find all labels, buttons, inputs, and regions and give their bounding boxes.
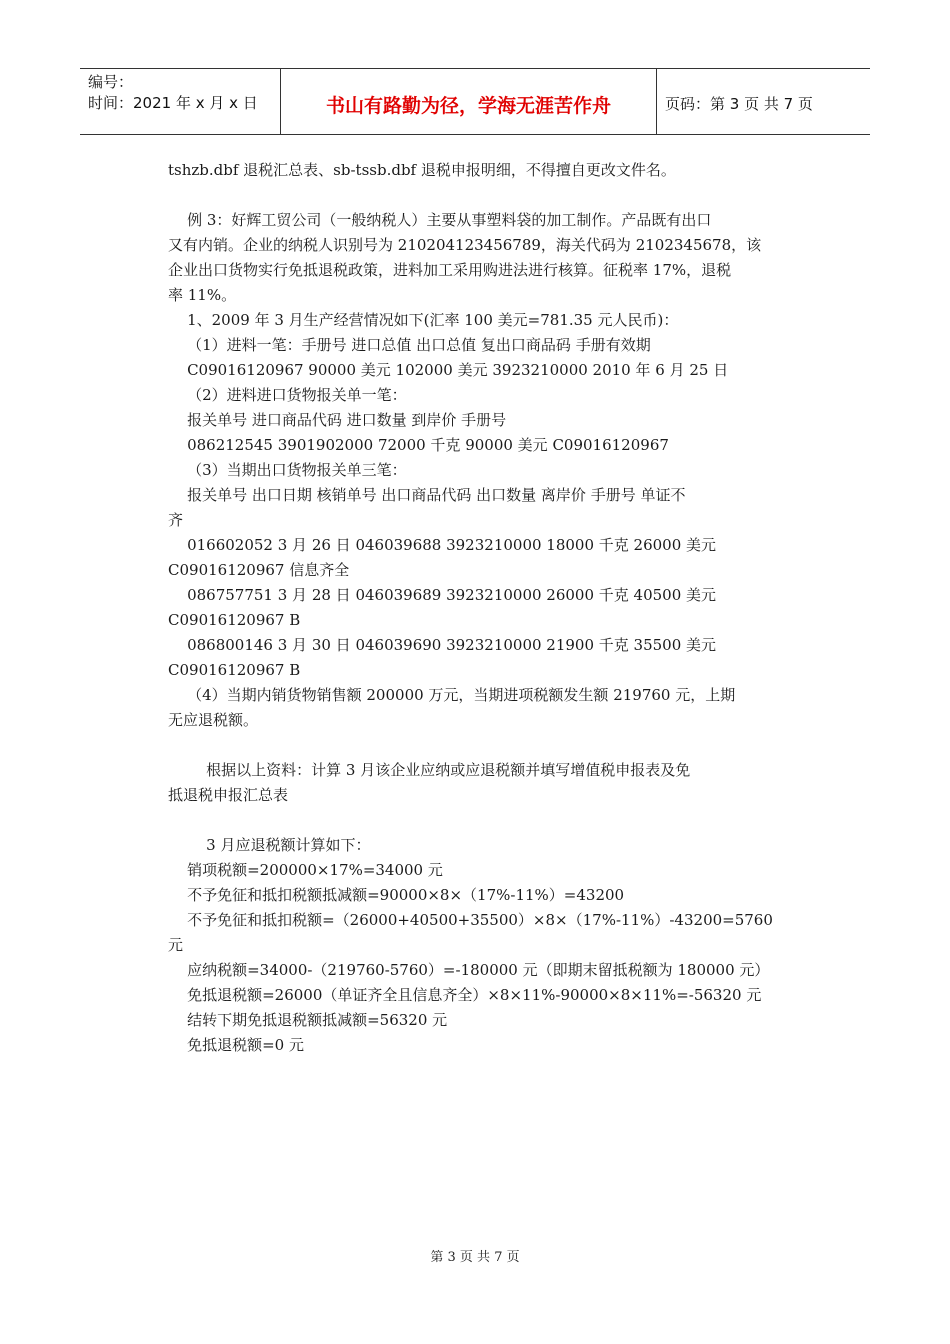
body-line: 3 月应退税额计算如下： <box>168 836 371 854</box>
body-line: 例 3：好辉工贸公司（一般纳税人）主要从事塑料袋的加工制作。产品既有出口 <box>168 211 712 229</box>
body-line: 1、2009 年 3 月生产经营情况如下(汇率 100 美元=781.35 元人民币)： <box>168 311 679 329</box>
body-line: 企业出口货物实行免抵退税政策，进料加工采用购进法进行核算。征税率 17%，退税 <box>168 261 732 279</box>
body-line: 应纳税额=34000-（219760-5760）=-180000 元（即期末留抵税额为 180000 元） <box>168 961 770 979</box>
blank-line <box>168 733 790 758</box>
body-line: 结转下期免抵退税额抵减额=56320 元 <box>168 1011 448 1029</box>
body-line: （1）进料一笔：手册号 进口总值 出口总值 复出口商品码 手册有效期 <box>168 336 651 354</box>
body-line: 免抵退税额=0 元 <box>168 1036 304 1054</box>
body-line: 086212545 3901902000 72000 千克 90000 美元 C09016120967 <box>168 436 669 454</box>
body-line: C09016120967 B <box>168 661 301 679</box>
document-body <box>168 158 790 1058</box>
body-line: 016602052 3 月 26 日 046039688 3923210000 18000 千克 26000 美元 <box>168 536 717 554</box>
page-footer: 第 3 页 共 7 页 <box>430 1250 520 1265</box>
blank-line <box>168 808 790 833</box>
body-line: 无应退税额。 <box>168 711 259 729</box>
body-line: 086800146 3 月 30 日 046039690 3923210000 21900 千克 35500 美元 <box>168 636 717 654</box>
body-line: 免抵退税额=26000（单证齐全且信息齐全）×8×11%-90000×8×11%=-56320 元 <box>168 986 762 1004</box>
body-line: tshzb.dbf 退税汇总表、sb-tssb.dbf 退税申报明细，不得擅自更改文件名。 <box>168 161 676 179</box>
code-label: 编号： <box>88 73 134 91</box>
body-line: 抵退税申报汇总表 <box>168 786 289 804</box>
body-line: 根据以上资料：计算 3 月该企业应纳或应退税额并填写增值税申报表及免 <box>168 761 691 779</box>
body-line: 又有内销。企业的纳税人识别号为 210204123456789，海关代码为 2102345678，该 <box>168 236 762 254</box>
body-line: C09016120967 B <box>168 611 301 629</box>
body-line: 报关单号 出口日期 核销单号 出口商品代码 出口数量 离岸价 手册号 单证不 <box>168 486 686 504</box>
body-line: 齐 <box>168 511 184 529</box>
body-line: （3）当期出口货物报关单三笔： <box>168 461 407 479</box>
motto-banner: 书山有路勤为径，学海无涯苦作舟 <box>281 69 657 134</box>
body-line: C09016120967 90000 美元 102000 美元 3923210000 2010 年 6 月 25 日 <box>168 361 729 379</box>
body-line: 率 11%。 <box>168 286 237 304</box>
blank-line <box>168 183 790 208</box>
page-header <box>80 68 870 135</box>
body-line: 销项税额=200000×17%=34000 元 <box>168 861 443 879</box>
header-meta <box>80 69 281 134</box>
body-line: 086757751 3 月 28 日 046039689 3923210000 26000 千克 40500 美元 <box>168 586 717 604</box>
body-line: 不予免征和抵扣税额抵减额=90000×8×（17%-11%）=43200 <box>168 886 625 904</box>
body-line: 不予免征和抵扣税额=（26000+40500+35500）×8×（17%-11%）-43200=5760 元 <box>168 911 778 954</box>
date-line: 时间：2021 年 x 月 x 日 <box>88 94 258 112</box>
body-line: （2）进料进口货物报关单一笔： <box>168 386 407 404</box>
body-line: 报关单号 进口商品代码 进口数量 到岸价 手册号 <box>168 411 507 429</box>
body-line: （4）当期内销货物销售额 200000 万元，当期进项税额发生额 219760 元，上期 <box>168 686 736 704</box>
body-line: C09016120967 信息齐全 <box>168 561 350 579</box>
header-page-info: 页码：第 3 页 共 7 页 <box>665 95 813 113</box>
